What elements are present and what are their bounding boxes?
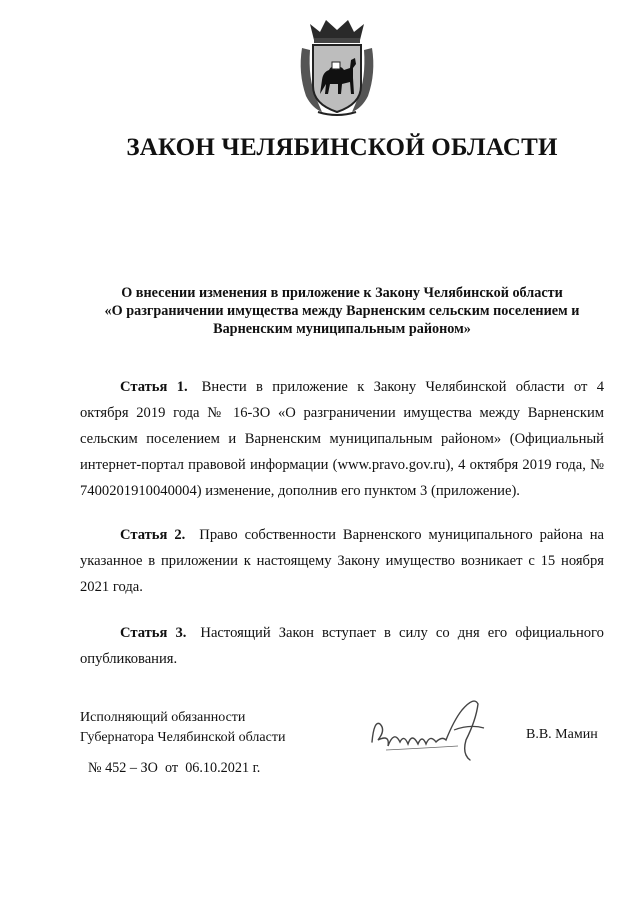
article-2 <box>80 522 604 600</box>
handwritten-signature-icon <box>366 690 496 762</box>
law-subtitle <box>70 284 614 338</box>
subtitle-line: О внесении изменения в приложение к Закону Челябинской области <box>121 285 563 301</box>
subtitle-line: «О разграничении имущества между Варненским сельским поселением и <box>104 303 580 319</box>
article-1 <box>80 374 604 504</box>
article-3 <box>80 620 604 672</box>
article-label: Статья 3. <box>120 625 187 641</box>
signatory-position-line: Губернатора Челябинской области <box>80 730 286 745</box>
law-title: ЗАКОН ЧЕЛЯБИНСКОЙ ОБЛАСТИ <box>126 134 558 161</box>
article-text: Право собственности Варненского муниципального района на указанное в приложении к настоящему Закону имущество возникает с 15 ноября 2021 года. <box>80 527 604 595</box>
document-number: № 452 – ЗО от 06.10.2021 г. <box>88 760 261 776</box>
subtitle-line: Варненским муниципальным районом» <box>213 321 471 337</box>
article-label: Статья 2. <box>120 527 186 543</box>
signatory-position <box>80 708 285 748</box>
article-text: Внести в приложение к Закону Челябинской области от 4 октября 2019 года № 16-ЗО «О разграничении имущества между Варненским сельским поселением и Варненским муниципальным районом» (Официальный интернет-портал правовой информации (www.pravo.gov.ru), 4 октября 2019 года, № 7400201910040004) изменение, дополнив его пунктом 3 (приложение). <box>80 379 604 499</box>
article-label: Статья 1. <box>120 379 188 395</box>
signatory-position-line: Исполняющий обязанности <box>80 710 246 725</box>
signatory-name: В.В. Мамин <box>526 727 598 742</box>
chelyabinsk-region-coat-of-arms-icon <box>296 18 378 118</box>
article-text: Настоящий Закон вступает в силу со дня его официального опубликования. <box>80 625 604 667</box>
